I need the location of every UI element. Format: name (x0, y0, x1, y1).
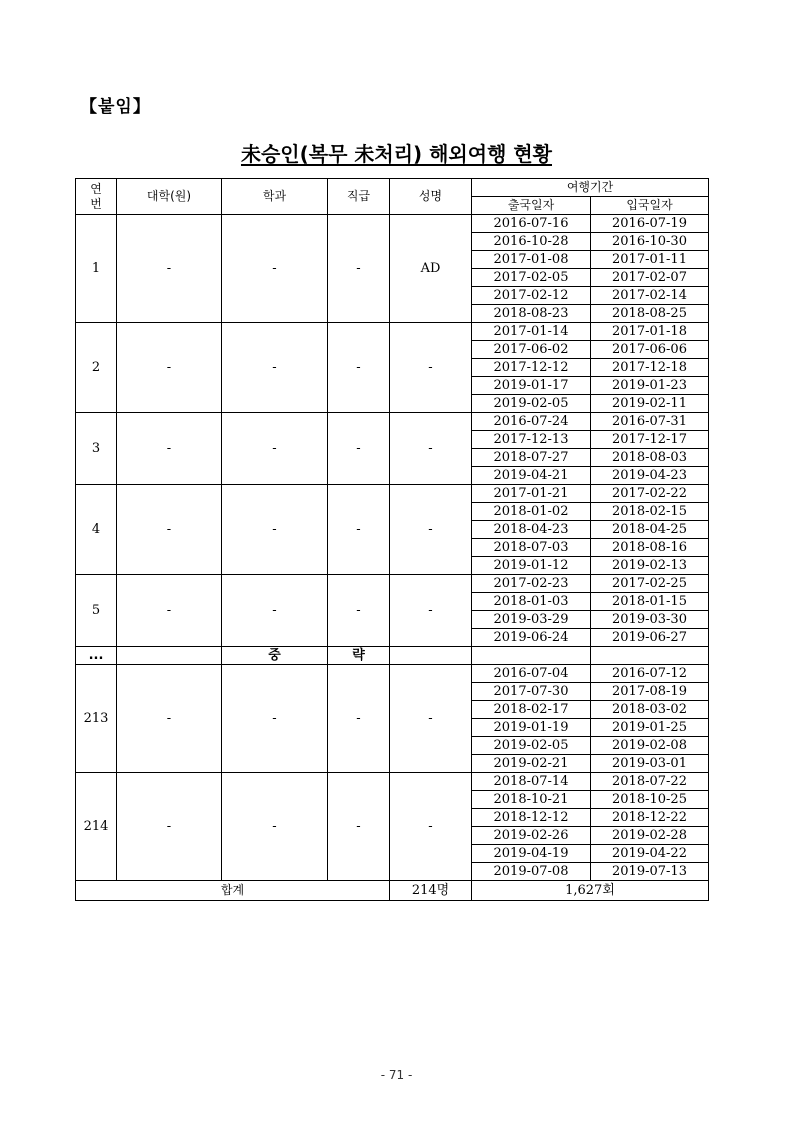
row-name: - (390, 773, 472, 881)
departure-date: 2017-12-13 (472, 431, 591, 449)
entry-date: 2018-10-25 (591, 791, 709, 809)
departure-date: 2018-12-12 (472, 809, 591, 827)
departure-date: 2017-06-02 (472, 341, 591, 359)
trip-row (76, 485, 709, 503)
row-department: - (222, 773, 328, 881)
entry-date: 2017-06-06 (591, 341, 709, 359)
row-no: 2 (76, 323, 117, 413)
departure-date: 2017-12-12 (472, 359, 591, 377)
departure-date: 2019-02-05 (472, 395, 591, 413)
departure-date: 2016-07-24 (472, 413, 591, 431)
row-name: - (390, 575, 472, 647)
row-university: - (117, 665, 222, 773)
entry-date: 2019-04-23 (591, 467, 709, 485)
row-name: - (390, 485, 472, 575)
entry-date: 2018-12-22 (591, 809, 709, 827)
row-university: - (117, 575, 222, 647)
entry-date: 2016-07-12 (591, 665, 709, 683)
row-no: 5 (76, 575, 117, 647)
omission-row (76, 647, 709, 665)
departure-date: 2017-01-08 (472, 251, 591, 269)
entry-date: 2017-02-25 (591, 575, 709, 593)
row-name: - (390, 665, 472, 773)
departure-date: 2019-01-19 (472, 719, 591, 737)
row-no: 213 (76, 665, 117, 773)
omission-no: ... (76, 647, 117, 665)
departure-date: 2019-02-05 (472, 737, 591, 755)
entry-date: 2019-01-25 (591, 719, 709, 737)
departure-date: 2018-08-23 (472, 305, 591, 323)
table-body-before (76, 215, 709, 647)
row-department: - (222, 215, 328, 323)
departure-date: 2019-06-24 (472, 629, 591, 647)
header-departure: 출국일자 (472, 197, 591, 215)
departure-date: 2019-02-26 (472, 827, 591, 845)
entry-date: 2019-06-27 (591, 629, 709, 647)
entry-date: 2019-01-23 (591, 377, 709, 395)
row-rank: - (328, 413, 390, 485)
row-rank: - (328, 773, 390, 881)
row-university: - (117, 485, 222, 575)
entry-date: 2019-04-22 (591, 845, 709, 863)
entry-date: 2018-03-02 (591, 701, 709, 719)
entry-date: 2018-07-22 (591, 773, 709, 791)
departure-date: 2017-02-12 (472, 287, 591, 305)
entry-date: 2017-02-22 (591, 485, 709, 503)
omission-empty (472, 647, 591, 665)
header-university: 대학(원) (117, 179, 222, 215)
entry-date: 2016-10-30 (591, 233, 709, 251)
omission-abbrev: 략 (328, 647, 390, 665)
departure-date: 2017-02-05 (472, 269, 591, 287)
entry-date: 2017-12-17 (591, 431, 709, 449)
entry-date: 2016-07-19 (591, 215, 709, 233)
header-no: 연 번 (76, 179, 117, 215)
page-title: 未승인(복무 未처리) 해외여행 현황 (240, 142, 552, 166)
departure-date: 2019-02-21 (472, 755, 591, 773)
entry-date: 2019-02-11 (591, 395, 709, 413)
row-university: - (117, 773, 222, 881)
departure-date: 2016-07-16 (472, 215, 591, 233)
total-row (76, 881, 709, 901)
total-persons: 214명 (390, 881, 472, 901)
row-rank: - (328, 575, 390, 647)
entry-date: 2018-04-25 (591, 521, 709, 539)
departure-date: 2017-01-21 (472, 485, 591, 503)
row-university: - (117, 215, 222, 323)
trip-row (76, 215, 709, 233)
row-name: - (390, 323, 472, 413)
trip-row (76, 665, 709, 683)
row-no: 214 (76, 773, 117, 881)
departure-date: 2019-03-29 (472, 611, 591, 629)
header-entry: 입국일자 (591, 197, 709, 215)
entry-date: 2019-02-28 (591, 827, 709, 845)
total-trips: 1,627회 (472, 881, 709, 901)
departure-date: 2018-07-03 (472, 539, 591, 557)
omission-mid: 중 (222, 647, 328, 665)
row-department: - (222, 665, 328, 773)
row-rank: - (328, 485, 390, 575)
entry-date: 2017-01-18 (591, 323, 709, 341)
departure-date: 2019-01-12 (472, 557, 591, 575)
entry-date: 2019-02-08 (591, 737, 709, 755)
entry-date: 2017-02-07 (591, 269, 709, 287)
row-rank: - (328, 215, 390, 323)
row-department: - (222, 485, 328, 575)
omission-empty (591, 647, 709, 665)
header-period: 여행기간 (472, 179, 709, 197)
departure-date: 2018-07-27 (472, 449, 591, 467)
departure-date: 2018-02-17 (472, 701, 591, 719)
row-no: 1 (76, 215, 117, 323)
trip-row (76, 575, 709, 593)
header-name: 성명 (390, 179, 472, 215)
departure-date: 2017-01-14 (472, 323, 591, 341)
departure-date: 2019-07-08 (472, 863, 591, 881)
entry-date: 2019-03-01 (591, 755, 709, 773)
entry-date: 2018-08-25 (591, 305, 709, 323)
departure-date: 2018-01-03 (472, 593, 591, 611)
departure-date: 2018-07-14 (472, 773, 591, 791)
departure-date: 2017-02-23 (472, 575, 591, 593)
row-department: - (222, 575, 328, 647)
departure-date: 2016-07-04 (472, 665, 591, 683)
header-department: 학과 (222, 179, 328, 215)
departure-date: 2018-04-23 (472, 521, 591, 539)
entry-date: 2018-08-03 (591, 449, 709, 467)
omission-empty (117, 647, 222, 665)
departure-date: 2019-04-19 (472, 845, 591, 863)
table-body-after (76, 665, 709, 881)
row-name: AD (390, 215, 472, 323)
departure-date: 2017-07-30 (472, 683, 591, 701)
row-no: 4 (76, 485, 117, 575)
departure-date: 2019-04-21 (472, 467, 591, 485)
attachment-label: 【붙임】 (80, 97, 151, 117)
trip-row (76, 323, 709, 341)
departure-date: 2019-01-17 (472, 377, 591, 395)
row-rank: - (328, 323, 390, 413)
row-department: - (222, 413, 328, 485)
row-department: - (222, 323, 328, 413)
entry-date: 2018-01-15 (591, 593, 709, 611)
entry-date: 2019-03-30 (591, 611, 709, 629)
row-name: - (390, 413, 472, 485)
entry-date: 2018-02-15 (591, 503, 709, 521)
row-no: 3 (76, 413, 117, 485)
departure-date: 2018-01-02 (472, 503, 591, 521)
trip-row (76, 773, 709, 791)
overseas-travel-table (75, 178, 709, 901)
row-rank: - (328, 665, 390, 773)
row-university: - (117, 413, 222, 485)
omission-empty (390, 647, 472, 665)
entry-date: 2017-01-11 (591, 251, 709, 269)
row-university: - (117, 323, 222, 413)
entry-date: 2017-02-14 (591, 287, 709, 305)
departure-date: 2016-10-28 (472, 233, 591, 251)
trip-row (76, 413, 709, 431)
header-rank: 직급 (328, 179, 390, 215)
total-label: 합계 (76, 881, 390, 901)
page-number: - 71 - (380, 1068, 413, 1082)
departure-date: 2018-10-21 (472, 791, 591, 809)
entry-date: 2019-02-13 (591, 557, 709, 575)
entry-date: 2017-08-19 (591, 683, 709, 701)
entry-date: 2019-07-13 (591, 863, 709, 881)
entry-date: 2016-07-31 (591, 413, 709, 431)
entry-date: 2018-08-16 (591, 539, 709, 557)
entry-date: 2017-12-18 (591, 359, 709, 377)
